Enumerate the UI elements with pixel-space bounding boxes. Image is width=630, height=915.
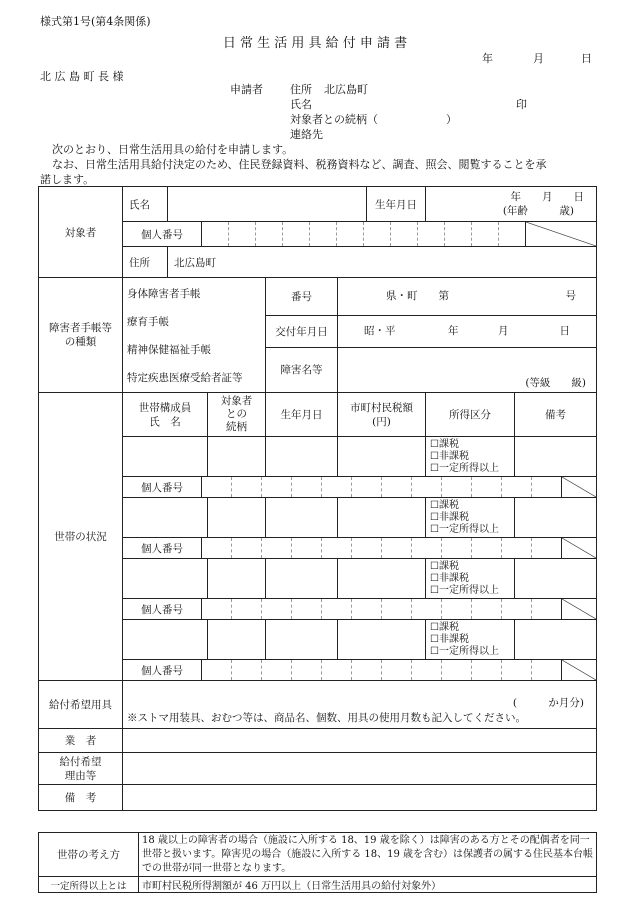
applicant-address-label: 住所 [290,83,312,96]
member-mynumber-label: 個人番号 [123,477,202,497]
handbook-number-suffix: 号 [565,290,577,302]
mynumber-digit[interactable] [418,222,445,246]
concept-text: 18 歳以上の障害者の場合（施設に入所する 18、19 歳を除く）は障害のある方とその配偶者を同一世帯と扱います。障害児の場合（施設に入所する 18、19 歳を含む）は保護者の属する住民基本台帳での世帯が同一世帯となります。 [139,833,597,877]
household-member-row [39,437,597,477]
checkbox-over-income[interactable]: ☐一定所得以上 [430,645,499,657]
request-months: ( か月分) [512,697,585,709]
request-label: 給付希望用具 [39,681,123,729]
member-relation-field[interactable] [208,437,266,477]
handbook-grade: (等級 級) [525,377,587,389]
handbook-number-field[interactable] [338,278,597,316]
member-tax-field[interactable] [338,437,426,477]
household-member-row [39,559,597,599]
mynumber-digit[interactable] [532,477,562,497]
household-member-row [39,620,597,660]
mynumber-digit[interactable] [532,660,562,680]
mynumber-unused-cell [562,599,596,619]
household-col-member [123,393,208,437]
household-col-tax [338,393,426,437]
subject-birth-label: 生年月日 [375,198,417,211]
handbook-number-pref: 県・町 第 [386,290,449,302]
household-col-member-line-1: 世帯構成員 [138,401,192,414]
intro-line-2: なお、日常生活用具給付決定のため、住民登録資料、税務資料など、調査、照会、閲覧することを承 [52,158,547,171]
subject-section-label: 対象者 [39,187,123,278]
intro-line-3: 諾します。 [40,173,95,186]
mynumber-digit[interactable] [310,222,337,246]
member-birth-field[interactable] [266,559,338,599]
member-birth-field[interactable] [266,437,338,477]
member-income-options [426,559,515,599]
member-name-field[interactable] [123,437,208,477]
applicant-label: 申請者 [230,83,263,96]
subject-name-field[interactable] [168,187,367,221]
mynumber-digit[interactable] [232,599,262,619]
handbook-issue-day: 日 [559,325,571,338]
applicant-relation-close: ） [446,113,457,126]
mynumber-digit[interactable] [502,538,532,558]
handbook-issue-year: 年 [448,325,459,338]
checkbox-untaxed[interactable]: ☐非課税 [430,511,469,523]
mynumber-digit[interactable] [391,222,418,246]
date-year-label: 年 [482,52,493,65]
subject-age: (年齢 歳) [502,205,575,217]
household-col-tax-line-2: (円) [372,415,391,428]
mynumber-digit[interactable] [532,599,562,619]
applicant-relation-label: 対象者との続柄（ [290,113,378,126]
vendor-label: 業 者 [39,729,123,753]
member-name-field[interactable] [123,620,208,660]
mynumber-digit[interactable] [364,222,391,246]
mynumber-digit[interactable] [352,477,382,497]
mynumber-digit[interactable] [442,477,472,497]
handbook-disability-label: 障害名等 [266,347,338,392]
mynumber-digit[interactable] [322,599,352,619]
reason-label [39,753,123,785]
mynumber-digit[interactable] [412,538,442,558]
handbook-section-line-1: 障害者手帳等 [49,322,112,334]
mynumber-digit[interactable] [382,660,412,680]
reason-label-line-1: 給付希望 [59,755,102,768]
income-threshold-label: 一定所得以上とは [39,877,139,893]
mynumber-digit[interactable] [442,660,472,680]
mynumber-unused-cell [562,477,596,497]
member-mynumber-label: 個人番号 [123,599,202,619]
member-mynumber-row[interactable] [123,538,597,559]
mynumber-digit[interactable] [337,222,364,246]
applicant-address-value[interactable]: 北広島町 [324,83,368,96]
request-field[interactable] [123,681,597,729]
application-form [38,186,597,811]
mynumber-digit[interactable] [352,599,382,619]
subject-address-label: 住所 [123,247,168,277]
mynumber-digit[interactable] [442,599,472,619]
mynumber-digit[interactable] [499,222,526,246]
handbook-type-disease[interactable]: 特定疾患医療受給者証等 [127,372,243,384]
mynumber-digit[interactable] [472,538,502,558]
mynumber-digit[interactable] [202,538,232,558]
mynumber-digit[interactable] [202,222,229,246]
handbook-issue-era: 昭・平 [364,325,396,338]
mynumber-digit[interactable] [532,538,562,558]
household-col-relation-line-3: 続柄 [226,421,247,433]
mynumber-digit[interactable] [445,222,472,246]
mynumber-digit[interactable] [412,660,442,680]
mynumber-digit[interactable] [262,599,292,619]
subject-birth-field[interactable] [426,187,597,222]
mynumber-digit[interactable] [502,477,532,497]
checkbox-untaxed[interactable]: ☐非課税 [430,450,469,462]
member-mynumber-label: 個人番号 [123,660,202,680]
member-note-field[interactable] [515,559,597,599]
seal-mark: 印 [516,98,527,111]
intro-line-1: 次のとおり、日常生活用具の給付を申請します。 [52,143,294,156]
page-title: 日 常 生 活 用 具 給 付 申 請 書 [222,36,408,51]
subject-name-label: 氏名 [123,187,168,221]
addressee: 北 広 島 町 長 様 [40,70,124,83]
mynumber-digit[interactable] [229,222,256,246]
handbook-disability-field[interactable] [338,347,597,392]
household-col-tax-line-1: 市町村民税額 [350,401,413,414]
member-note-field[interactable] [515,620,597,660]
checkbox-over-income[interactable]: ☐一定所得以上 [430,462,499,474]
reason-label-line-2: 理由等 [64,769,97,782]
mynumber-digit[interactable] [232,660,262,680]
mynumber-digit[interactable] [352,660,382,680]
mynumber-digit[interactable] [472,599,502,619]
checkbox-taxed[interactable]: ☐課税 [430,438,459,450]
mynumber-digit[interactable] [283,222,310,246]
handbook-section-line-2: の種類 [64,336,97,348]
mynumber-digit[interactable] [262,477,292,497]
member-note-field[interactable] [515,437,597,477]
income-threshold-text: 市町村民税所得割額が 46 万円以上（日常生活用具の給付対象外） [139,877,597,893]
mynumber-digit[interactable] [202,599,232,619]
handbook-type-ryoiku[interactable]: 療育手帳 [127,316,169,328]
applicant-name-label: 氏名 [290,98,312,111]
checkbox-untaxed[interactable]: ☐非課税 [430,572,469,584]
mynumber-digit[interactable] [352,538,382,558]
member-income-options [426,498,515,538]
household-col-relation [208,393,266,437]
member-mynumber-row[interactable] [123,477,597,498]
member-name-field[interactable] [123,559,208,599]
mynumber-digit[interactable] [262,538,292,558]
member-note-field[interactable] [515,498,597,538]
mynumber-digit[interactable] [382,599,412,619]
member-name-field[interactable] [123,498,208,538]
subject-mynumber-row[interactable] [123,222,597,247]
mynumber-digit[interactable] [442,538,472,558]
household-col-relation-line-2: との [226,408,247,420]
date-month-label: 月 [533,52,544,65]
mynumber-digit[interactable] [232,538,262,558]
handbook-type-list[interactable] [123,278,266,393]
mynumber-digit[interactable] [202,477,232,497]
mynumber-digit[interactable] [502,599,532,619]
member-birth-field[interactable] [266,620,338,660]
household-col-note: 備考 [515,393,597,437]
handbook-issue-label: 交付年月日 [266,316,338,348]
handbook-type-mental[interactable]: 精神保健福祉手帳 [127,344,211,356]
mynumber-digit[interactable] [322,538,352,558]
reason-field[interactable] [123,753,597,785]
member-income-options [426,620,515,660]
checkbox-over-income[interactable]: ☐一定所得以上 [430,584,499,596]
household-col-relation-line-1: 対象者 [220,395,253,407]
checkbox-untaxed[interactable]: ☐非課税 [430,633,469,645]
member-birth-field[interactable] [266,498,338,538]
mynumber-digit[interactable] [412,599,442,619]
household-member-row [39,498,597,538]
subject-address-field[interactable]: 北広島町 [174,256,216,269]
member-mynumber-row[interactable] [123,599,597,620]
mynumber-digit[interactable] [322,660,352,680]
member-income-options [426,437,515,477]
member-tax-field[interactable] [338,498,426,538]
mynumber-digit[interactable] [382,477,412,497]
mynumber-unused-cell [526,222,596,246]
household-section-label: 世帯の状況 [39,393,123,681]
mynumber-digit[interactable] [292,660,322,680]
form-number: 様式第1号(第4条関係) [40,15,151,28]
mynumber-digit[interactable] [232,477,262,497]
mynumber-digit[interactable] [292,538,322,558]
applicant-contact-label: 連絡先 [290,128,323,141]
household-col-income: 所得区分 [426,393,515,437]
checkbox-taxed[interactable]: ☐課税 [430,560,459,572]
remarks-label: 備 考 [39,785,123,811]
handbook-issue-field[interactable] [338,316,597,348]
mynumber-digit[interactable] [472,660,502,680]
mynumber-digit[interactable] [412,477,442,497]
handbook-issue-month: 月 [498,325,509,338]
vendor-field[interactable] [123,729,597,753]
handbook-section-label [39,278,123,393]
household-col-birth: 生年月日 [266,393,338,437]
checkbox-taxed[interactable]: ☐課税 [430,621,459,633]
mynumber-digit[interactable] [256,222,283,246]
mynumber-digit[interactable] [202,660,232,680]
member-relation-field[interactable] [208,498,266,538]
member-mynumber-label: 個人番号 [123,538,202,558]
handbook-type-physical[interactable]: 身体障害者手帳 [127,288,201,300]
handbook-number-label: 番号 [266,278,338,316]
member-tax-field[interactable] [338,620,426,660]
subject-birth-ymd: 年 月 日 [510,191,585,203]
member-mynumber-row[interactable] [123,660,597,681]
date-day-label: 日 [581,52,592,65]
member-relation-field[interactable] [208,620,266,660]
checkbox-taxed[interactable]: ☐課税 [430,499,459,511]
checkbox-over-income[interactable]: ☐一定所得以上 [430,523,499,535]
member-tax-field[interactable] [338,559,426,599]
mynumber-digit[interactable] [292,477,322,497]
household-col-member-line-2: 氏 名 [149,415,181,428]
mynumber-digit[interactable] [322,477,352,497]
mynumber-digit[interactable] [292,599,322,619]
mynumber-digit[interactable] [382,538,412,558]
mynumber-digit[interactable] [502,660,532,680]
footer-notes [38,832,597,893]
member-relation-field[interactable] [208,559,266,599]
remarks-field[interactable] [123,785,597,811]
request-note: ※ストマ用装具、おむつ等は、商品名、個数、用具の使用月数も記入してください。 [127,712,526,724]
mynumber-digit[interactable] [262,660,292,680]
mynumber-unused-cell [562,538,596,558]
concept-label: 世帯の考え方 [39,833,139,877]
mynumber-digit[interactable] [472,477,502,497]
mynumber-digit[interactable] [472,222,499,246]
subject-mynumber-label: 個人番号 [123,222,202,246]
mynumber-unused-cell [562,660,596,680]
